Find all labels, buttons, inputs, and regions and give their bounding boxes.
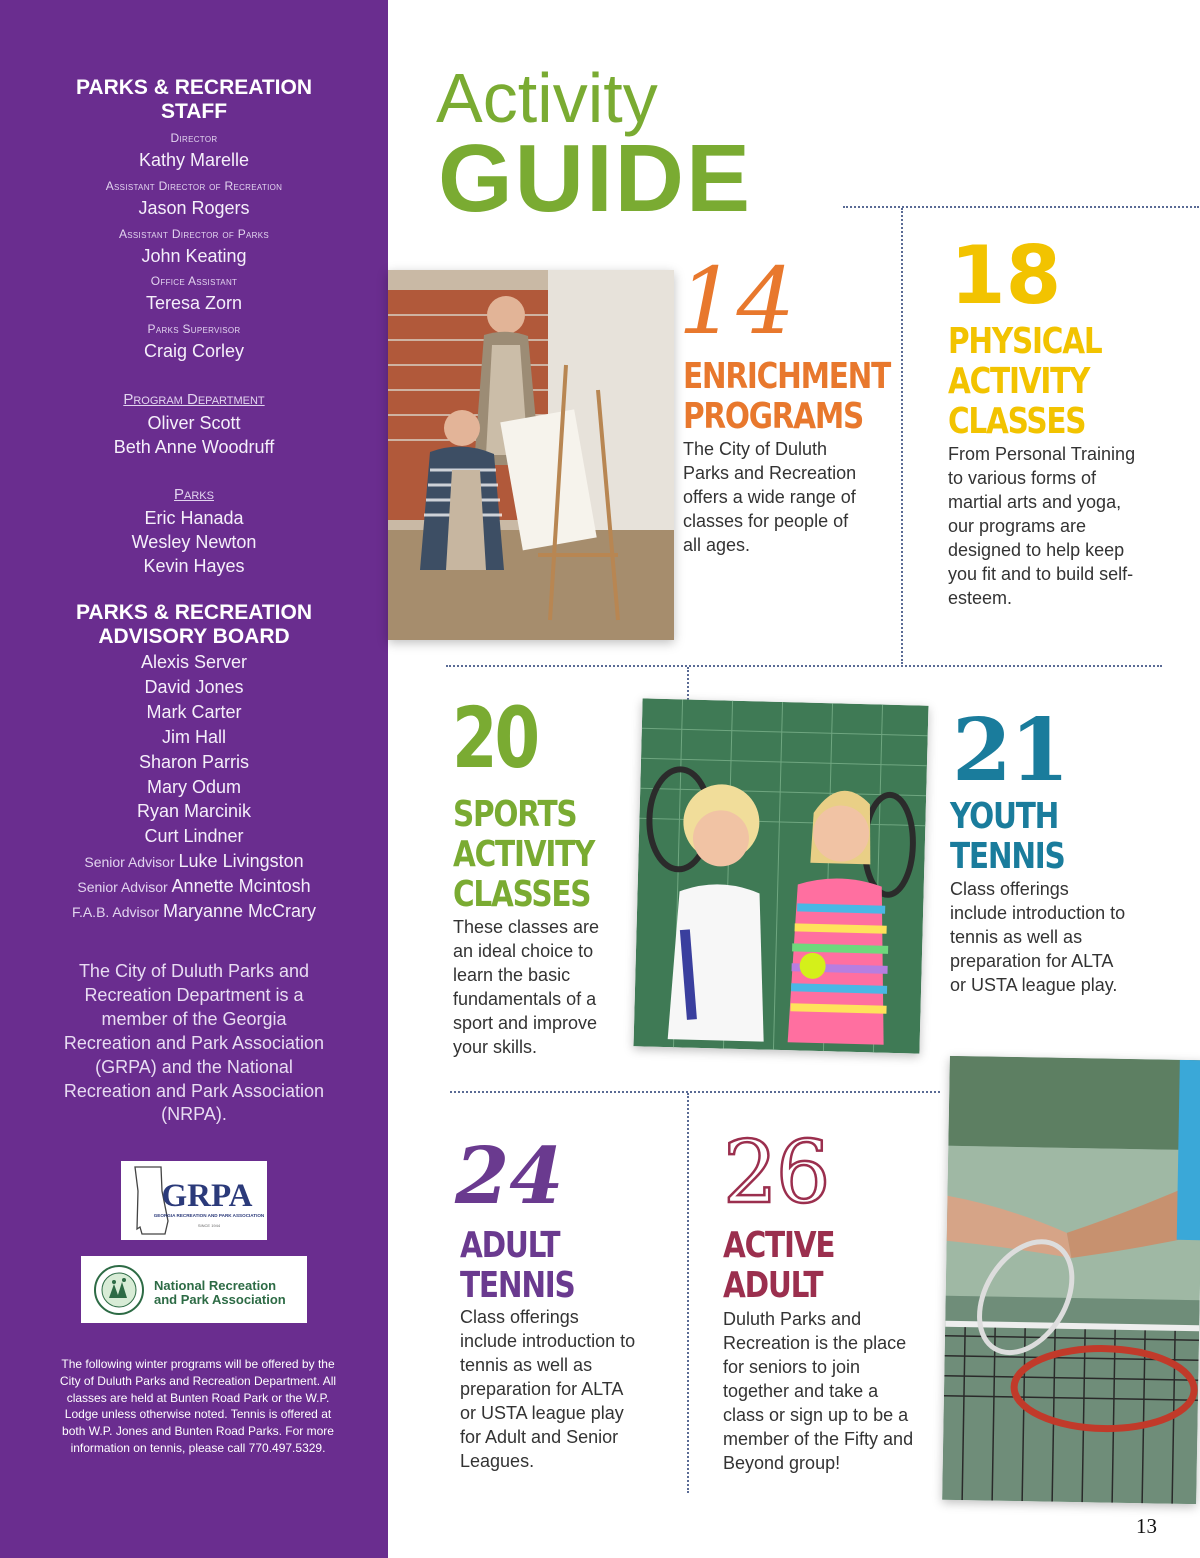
parks-member: Wesley Newton (131, 532, 257, 552)
enrichment-heading (683, 357, 890, 437)
youth-tennis-photo (633, 698, 928, 1053)
sports-heading (453, 795, 594, 915)
divider (450, 1091, 940, 1093)
physical-heading-line-2: ACTIVITY (948, 361, 1090, 402)
enrichment-heading-line-2: PROGRAMS (683, 396, 864, 437)
adult-tennis-page-number: 24 (455, 1131, 564, 1222)
youth-tennis-heading-line-2: TENNIS (950, 836, 1065, 877)
staff-role-parks-supervisor: Parks Supervisor (147, 322, 241, 336)
sports-description: These classes are an ideal choice to learn the basic fundamentals of a sport and improve your skills. (453, 917, 600, 1057)
enrichment-description: The City of Duluth Parks and Recreation offers a wide range of classes for people of all ages. (683, 439, 857, 555)
board-member-prefix: F.A.B. Advisor (71, 904, 163, 921)
nrpa-logo (81, 1256, 307, 1323)
handshake-tennis-image (942, 1056, 1200, 1504)
board-member-name: Mark Carter (146, 701, 242, 722)
nrpa-logo-line-2: and Park Association (154, 1292, 286, 1307)
staff-role-office-assistant: Office Assistant (150, 274, 238, 288)
physical-heading-line-3: CLASSES (948, 401, 1086, 442)
staff-name-parks-supervisor: Craig Corley (143, 341, 245, 361)
winter-programs-note: The following winter programs will be offered by the City of Duluth Parks and Recreation Department. All classes are held at Bunten Road Park or the W.P. Lodge unless otherwise noted. Tennis is offered at both W.P. Jones and Bunten Road Parks. For more information on tennis, please call 770.497.5329. (59, 1357, 337, 1455)
active-adult-heading (723, 1226, 834, 1306)
board-member (0, 701, 388, 726)
adult-tennis-photo (942, 1056, 1200, 1504)
physical-description: From Personal Training to various forms of martial arts and yoga, our programs are designed to help keep you fit and to build self-esteem. (948, 444, 1136, 608)
enrichment-heading-line-1: ENRICHMENT (683, 356, 891, 397)
board-heading (0, 601, 388, 649)
staff-name-office-assistant: Teresa Zorn (145, 293, 243, 313)
grpa-logo-since: SINCE 1944 (197, 1223, 221, 1228)
parks-department-label: Parks (174, 486, 214, 503)
board-member-name: Curt Lindner (144, 826, 244, 847)
physical-page-number: 18 (950, 229, 1062, 322)
board-member (0, 776, 388, 801)
grpa-logo-abbr: GRPA (161, 1178, 253, 1214)
staff-name-assistant-parks: John Keating (141, 246, 247, 266)
board-member-name: Annette Mcintosh (171, 876, 311, 897)
board-member (0, 726, 388, 751)
board-member-name: Mary Odum (146, 776, 242, 797)
board-member-name: Jim Hall (161, 726, 226, 747)
youth-tennis-heading (950, 797, 1065, 877)
parks-member: Kevin Hayes (143, 556, 245, 576)
adult-tennis-description: Class offerings include introduction to tennis as well as preparation for ALTA or USTA league play for Adult and Senior Leagues. (460, 1307, 636, 1471)
youth-tennis-image (633, 698, 928, 1053)
active-adult-description: Duluth Parks and Recreation is the place for seniors to join together and take a class or sign up to be a member of the Fifty and Beyond group! (723, 1309, 914, 1473)
title-guide: GUIDE (438, 125, 753, 232)
sports-page-number: 20 (452, 689, 537, 787)
sports-heading-line-3: CLASSES (453, 874, 591, 915)
divider (687, 667, 689, 703)
board-member-prefix: Senior Advisor (77, 879, 172, 896)
staff-name-assistant-recreation: Jason Rogers (138, 198, 250, 218)
divider (446, 665, 1162, 667)
physical-heading-line-1: PHYSICAL (948, 321, 1102, 362)
enrichment-page-number: 14 (678, 248, 796, 355)
board-member-prefix: Senior Advisor (84, 854, 179, 871)
active-adult-heading-line-2: ADULT (723, 1265, 823, 1306)
advisory-board-list (0, 651, 388, 925)
parks-member: Eric Hanada (144, 508, 244, 528)
staff-name-director: Kathy Marelle (138, 150, 250, 170)
board-member-name: Luke Livingston (178, 851, 304, 872)
page-number: 13 (1136, 1514, 1157, 1538)
staff-heading (0, 76, 388, 124)
board-member (0, 900, 388, 925)
painting-class-image (388, 270, 674, 640)
adult-tennis-heading-line-1: ADULT (460, 1225, 560, 1266)
divider (687, 1093, 689, 1493)
staff-heading-line-2: STAFF (160, 100, 228, 123)
board-heading-line-2: ADVISORY BOARD (98, 625, 290, 648)
board-member (0, 850, 388, 875)
youth-tennis-description: Class offerings include introduction to tennis as well as preparation for ALTA or USTA league play. (950, 879, 1126, 995)
physical-heading (948, 322, 1101, 442)
sidebar (0, 0, 388, 1558)
sports-heading-line-2: ACTIVITY (453, 834, 595, 875)
board-member (0, 751, 388, 776)
staff-heading-line-1: PARKS & RECREATION (75, 76, 313, 99)
board-member-name: David Jones (144, 676, 244, 697)
board-member-name: Ryan Marcinik (136, 801, 252, 822)
divider (901, 208, 903, 664)
board-member (0, 875, 388, 900)
sports-heading-line-1: SPORTS (453, 794, 577, 835)
board-member (0, 825, 388, 850)
nrpa-logo-line-1: National Recreation (154, 1278, 277, 1293)
grpa-logo (121, 1161, 267, 1240)
board-member-name: Maryanne McCrary (163, 901, 317, 922)
board-member (0, 800, 388, 825)
georgia-map-icon (121, 1161, 267, 1240)
adult-tennis-heading-line-2: TENNIS (460, 1265, 575, 1306)
board-member (0, 676, 388, 701)
title-activity: Activity (436, 59, 658, 137)
program-member: Oliver Scott (147, 413, 241, 433)
grpa-logo-full: GEORGIA RECREATION AND PARK ASSOCIATION (153, 1213, 265, 1218)
painting-class-photo (388, 270, 674, 640)
membership-note: The City of Duluth Parks and Recreation Department is a member of the Georgia Recreation and Park Association (GRPA) and the National Recreation and Park Association (NRPA). (63, 961, 325, 1125)
youth-tennis-heading-line-1: YOUTH (950, 796, 1059, 837)
divider (843, 206, 1199, 208)
active-adult-heading-line-1: ACTIVE (723, 1225, 835, 1266)
board-member (0, 651, 388, 676)
staff-role-assistant-parks: Assistant Director of Parks (118, 227, 270, 241)
active-adult-page-number: 26 (723, 1123, 829, 1223)
nrpa-seal-icon (81, 1256, 307, 1323)
adult-tennis-heading (460, 1226, 575, 1306)
youth-tennis-page-number: 21 (952, 700, 1068, 801)
board-member-name: Sharon Parris (138, 751, 250, 772)
program-member: Beth Anne Woodruff (113, 437, 275, 457)
board-member-name: Alexis Server (140, 652, 248, 672)
staff-role-assistant-recreation: Assistant Director of Recreation (105, 179, 283, 193)
program-department-label: Program Department (123, 391, 265, 408)
staff-role-director: Director (170, 131, 218, 145)
board-heading-line-1: PARKS & RECREATION (75, 601, 313, 624)
